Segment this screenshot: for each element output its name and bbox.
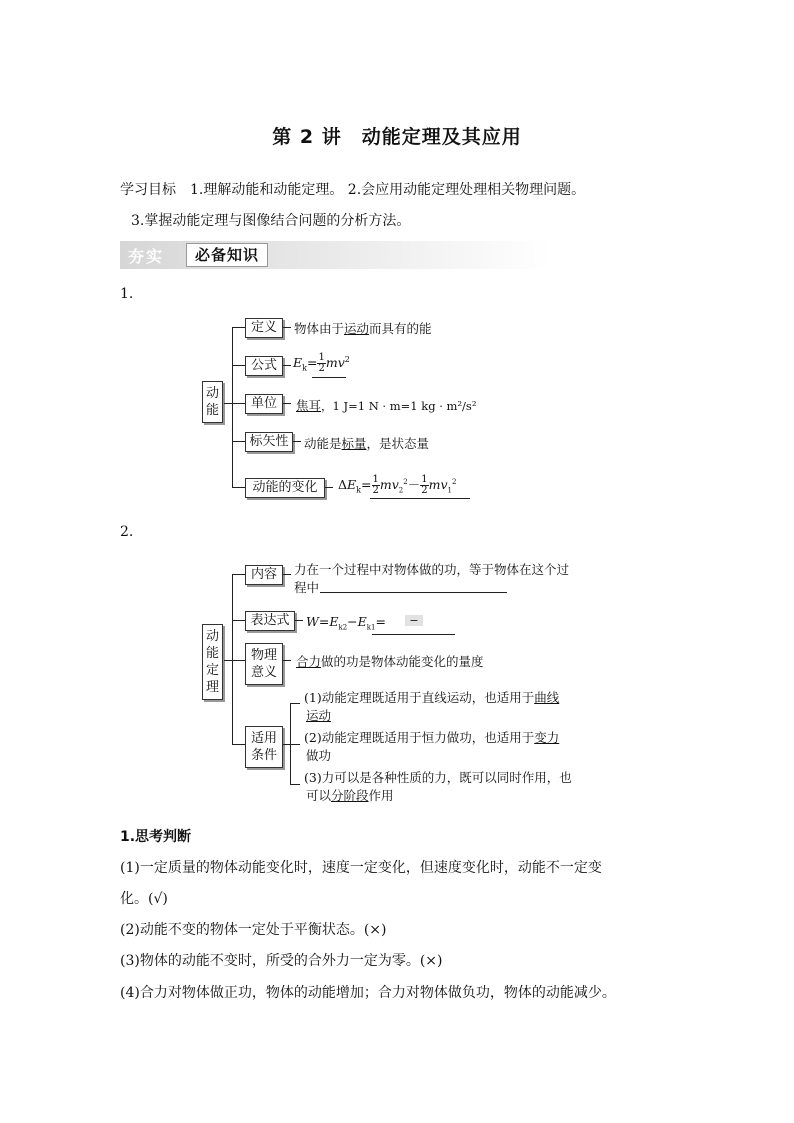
diagram1-root-box [202, 381, 223, 423]
label-definition: 定义 [245, 318, 283, 338]
unit-text: 焦耳，1 J=1 N · m=1 kg · m²/s² [296, 398, 477, 413]
judgement-item-1: (1)一定质量的物体动能变化时，速度一定变化，但速度变化时，动能不一定变 [120, 860, 602, 876]
label-applicable-conditions: 适用 条件 [245, 726, 283, 768]
learning-goals-line2: 3.掌握动能定理与图像结合问题的分析方法。 [131, 213, 411, 229]
learning-goals-line1: 学习目标 1.理解动能和动能定理。 2.会应用动能定理处理相关物理问题。 [120, 182, 586, 198]
banner-right-text: 必备知识 [186, 243, 268, 267]
page-title: 第 2 讲 动能定理及其应用 [272, 126, 522, 148]
diagram2-root-box [202, 624, 223, 700]
root-char: 动 [205, 629, 219, 644]
section2-number: 2. [120, 524, 134, 540]
judgement-item-3: (3)物体的动能不变时，所受的合外力一定为零。(×) [120, 953, 443, 969]
judgement-item-1-cont: 化。(√) [120, 891, 168, 907]
section-banner [120, 241, 550, 269]
expression-formula: $W=E_{k2}-E_{k1}=$ [306, 614, 386, 632]
condition-1-cont: 运动 [306, 708, 332, 723]
content-line1: 力在一个过程中对物体做的功，等于物体在这个过 [294, 562, 570, 577]
label-scalar-vector: 标矢性 [245, 432, 293, 452]
condition-2-cont: 做功 [306, 748, 332, 763]
label-ke-change: 动能的变化 [245, 478, 325, 498]
formula-ek: $E_k=$ $\frac{1}{2}$ $mv^2$ [293, 352, 350, 374]
condition-3: (3)力可以是各种性质的力，既可以同时作用，也 [304, 770, 572, 785]
formula-delta-ek: $\Delta E_k=$ $\frac{1}{2}$ $mv_2^2-$ $\frac{1}{2}$ $mv_1^2$ [338, 474, 457, 496]
root-char: 能 [205, 646, 219, 661]
root-char: 动 [205, 386, 219, 401]
scalar-vector-text: 动能是标量，是状态量 [304, 436, 430, 451]
physical-meaning-text: 合力做的功是物体动能变化的量度 [296, 654, 484, 669]
banner-left-text: 夯实 [128, 247, 165, 266]
judgement-item-4: (4)合力对物体做正功，物体的动能增加；合力对物体做负功，物体的动能减少。 [120, 985, 616, 1001]
condition-1: (1)动能定理既适用于直线运动，也适用于曲线 [304, 690, 560, 705]
condition-2: (2)动能定理既适用于恒力做功，也适用于变力 [304, 730, 560, 745]
section1-number: 1. [120, 286, 134, 302]
root-char: 能 [205, 403, 219, 418]
content-line2: 程中 [294, 580, 320, 595]
label-formula: 公式 [245, 356, 283, 376]
label-content: 内容 [245, 565, 283, 585]
judgement-item-2: (2)动能不变的物体一定处于平衡状态。(×) [120, 922, 387, 938]
label-physical-meaning: 物理 意义 [245, 643, 283, 685]
label-expression: 表达式 [245, 611, 295, 631]
label-unit: 单位 [245, 394, 283, 414]
condition-3-cont: 可以分阶段作用 [306, 788, 394, 803]
judgement-heading: 1.思考判断 [120, 829, 192, 845]
definition-text: 物体由于运动而具有的能 [294, 321, 432, 336]
root-char: 理 [205, 680, 219, 695]
root-char: 定 [205, 663, 219, 678]
expression-blank-mark: − [405, 615, 423, 626]
